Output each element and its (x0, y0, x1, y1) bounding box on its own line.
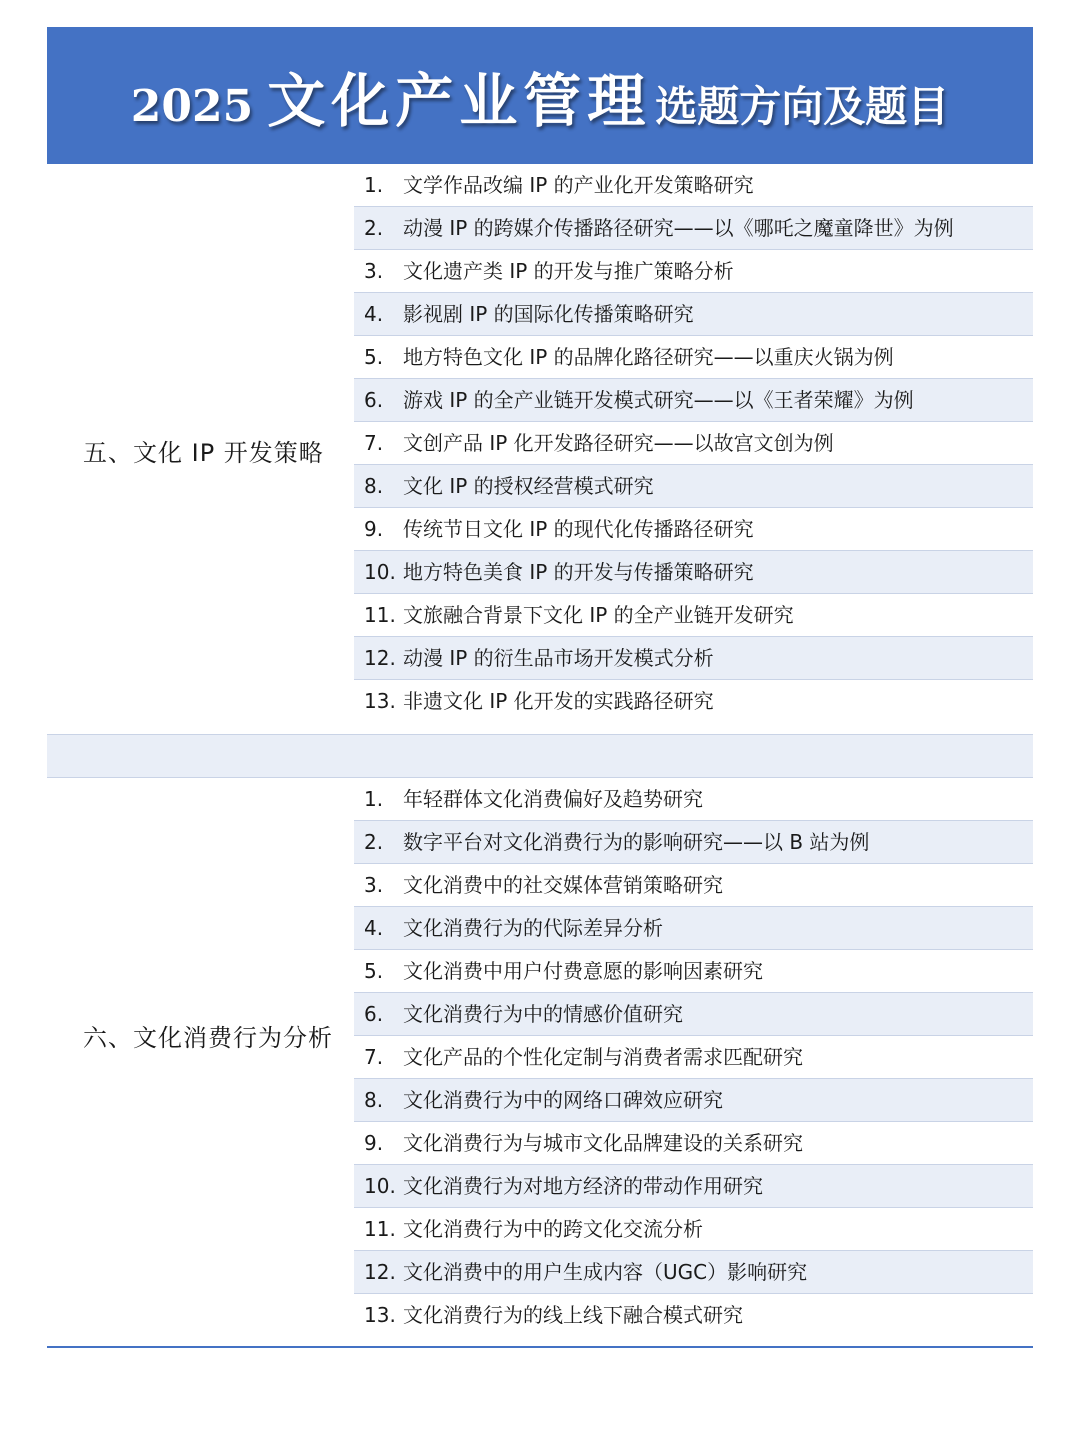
topic-text: 影视剧 IP 的国际化传播策略研究 (403, 302, 694, 326)
topic-row (354, 508, 1033, 551)
topic-row (354, 864, 1033, 907)
topic-number: 11. (364, 1217, 396, 1241)
topic-text: 文旅融合背景下文化 IP 的全产业链开发研究 (403, 603, 794, 627)
topic-text: 动漫 IP 的跨媒介传播路径研究——以《哪吒之魔童降世》为例 (403, 216, 954, 240)
topic-row (354, 379, 1033, 422)
topic-row (354, 250, 1033, 293)
topic-row (354, 207, 1033, 250)
topic-number: 8. (364, 474, 384, 498)
topic-row (354, 821, 1033, 864)
topic-list (354, 778, 1033, 1337)
topic-number: 12. (364, 1260, 396, 1284)
topic-row (354, 336, 1033, 379)
section-label: 五、文化 IP 开发策略 (83, 439, 324, 467)
topic-row (354, 1036, 1033, 1079)
topic-text: 文化消费行为对地方经济的带动作用研究 (403, 1174, 763, 1198)
topic-number: 6. (364, 388, 384, 412)
topic-text: 年轻群体文化消费偏好及趋势研究 (403, 787, 703, 811)
topic-number: 8. (364, 1088, 384, 1112)
topic-row (354, 293, 1033, 336)
topic-number: 3. (364, 259, 384, 283)
topic-text: 地方特色文化 IP 的品牌化路径研究——以重庆火锅为例 (403, 345, 894, 369)
topic-number: 10. (364, 1174, 396, 1198)
section-ip-development (47, 164, 1033, 734)
topic-number: 7. (364, 431, 384, 455)
topic-number: 9. (364, 1131, 384, 1155)
topic-number: 4. (364, 302, 384, 326)
topic-text: 文化消费行为中的网络口碑效应研究 (403, 1088, 723, 1112)
topic-row (354, 164, 1033, 207)
topic-row (354, 465, 1033, 508)
topic-row (354, 422, 1033, 465)
topic-row (354, 680, 1033, 723)
topic-row (354, 594, 1033, 637)
topic-text: 文化消费行为与城市文化品牌建设的关系研究 (403, 1131, 803, 1155)
topic-text: 传统节日文化 IP 的现代化传播路径研究 (403, 517, 754, 541)
title-year: 2025 (130, 80, 254, 132)
topic-row (354, 1165, 1033, 1208)
topic-number: 5. (364, 959, 384, 983)
topic-text: 文化 IP 的授权经营模式研究 (403, 474, 654, 498)
topic-number: 5. (364, 345, 384, 369)
section-label: 六、文化消费行为分析 (83, 1024, 333, 1052)
section-divider-band (47, 734, 1033, 778)
topic-text: 文学作品改编 IP 的产业化开发策略研究 (403, 173, 754, 197)
topic-text: 文化消费行为的代际差异分析 (403, 916, 663, 940)
topic-list (354, 164, 1033, 723)
topic-text: 游戏 IP 的全产业链开发模式研究——以《王者荣耀》为例 (403, 388, 914, 412)
topic-text: 文化消费中的用户生成内容（UGC）影响研究 (403, 1260, 808, 1284)
topic-row (354, 1079, 1033, 1122)
title-subtitle: 选题方向及题目 (655, 81, 950, 131)
topic-number: 10. (364, 560, 396, 584)
topic-row (354, 1251, 1033, 1294)
topic-text: 地方特色美食 IP 的开发与传播策略研究 (403, 560, 754, 584)
topic-text: 文化消费中用户付费意愿的影响因素研究 (403, 959, 763, 983)
section-consumer-behavior (47, 778, 1033, 1346)
topic-number: 2. (364, 216, 384, 240)
topic-row (354, 778, 1033, 821)
topic-text: 文化产品的个性化定制与消费者需求匹配研究 (403, 1045, 803, 1069)
title-main: 文化产业管理 (267, 66, 652, 135)
topic-text: 文化消费行为的线上线下融合模式研究 (403, 1303, 743, 1327)
topic-number: 6. (364, 1002, 384, 1026)
topic-number: 11. (364, 603, 396, 627)
topic-text: 文化消费行为中的跨文化交流分析 (403, 1217, 703, 1241)
bottom-rule (47, 1346, 1033, 1348)
topic-row (354, 907, 1033, 950)
title-banner (47, 27, 1033, 164)
topic-number: 1. (364, 173, 384, 197)
topic-row (354, 1208, 1033, 1251)
topic-text: 文化遗产类 IP 的开发与推广策略分析 (403, 259, 734, 283)
topic-number: 13. (364, 1303, 396, 1327)
topic-text: 动漫 IP 的衍生品市场开发模式分析 (403, 646, 714, 670)
topic-row (354, 950, 1033, 993)
topic-number: 13. (364, 689, 396, 713)
topic-number: 2. (364, 830, 384, 854)
topic-row (354, 993, 1033, 1036)
page-title (131, 54, 950, 138)
topic-number: 7. (364, 1045, 384, 1069)
topic-text: 非遗文化 IP 化开发的实践路径研究 (403, 689, 714, 713)
topic-number: 12. (364, 646, 396, 670)
topic-text: 文化消费中的社交媒体营销策略研究 (403, 873, 723, 897)
topic-number: 4. (364, 916, 384, 940)
topic-number: 3. (364, 873, 384, 897)
topic-number: 1. (364, 787, 384, 811)
topic-text: 文创产品 IP 化开发路径研究——以故宫文创为例 (403, 431, 834, 455)
topic-number: 9. (364, 517, 384, 541)
topic-row (354, 1294, 1033, 1337)
topic-text: 数字平台对文化消费行为的影响研究——以 B 站为例 (403, 830, 870, 854)
topic-row (354, 1122, 1033, 1165)
topic-text: 文化消费行为中的情感价值研究 (403, 1002, 683, 1026)
topic-row (354, 637, 1033, 680)
topic-row (354, 551, 1033, 594)
